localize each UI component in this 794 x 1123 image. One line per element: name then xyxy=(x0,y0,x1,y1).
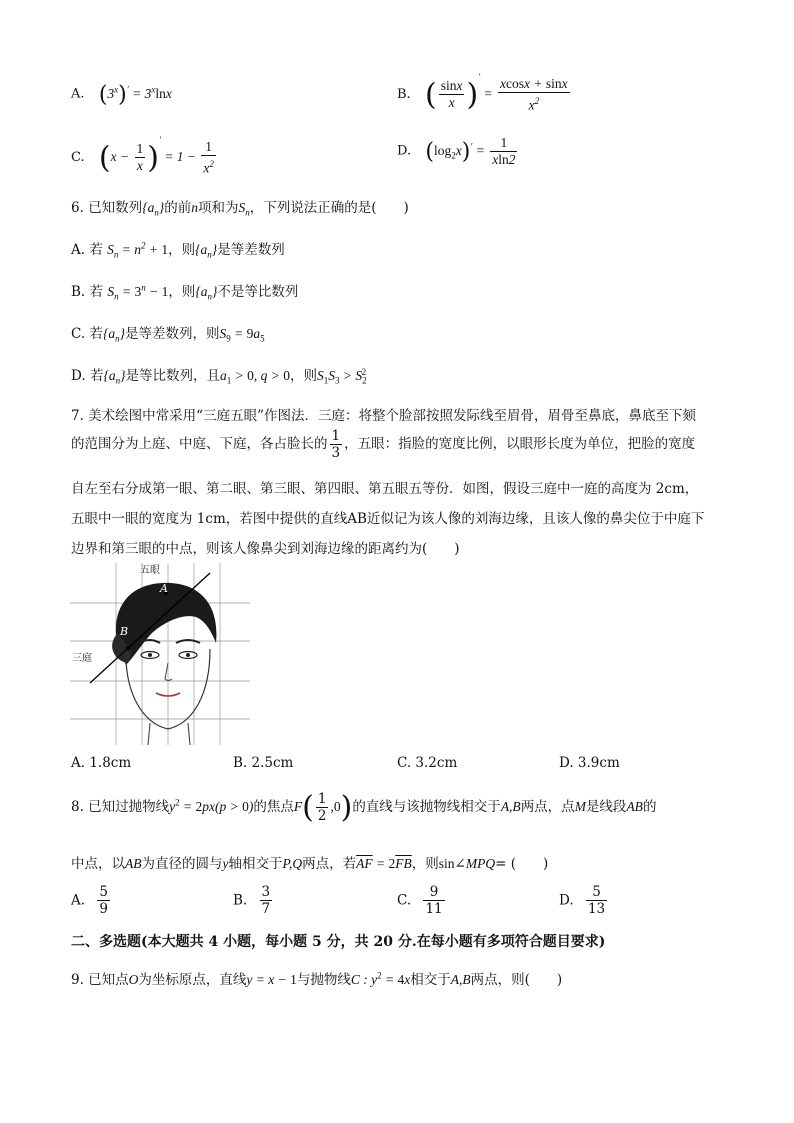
q7-line5: 边界和第三眼的中点，则该人像鼻尖到刘海边缘的距离约为( ) xyxy=(71,541,460,557)
stem-text: 项和为 xyxy=(198,200,239,216)
question-number: 6. xyxy=(71,200,84,216)
fraction-denominator: 11 xyxy=(425,901,443,917)
option-text: ，则 xyxy=(168,284,196,300)
stem-text: 的 xyxy=(642,799,657,815)
option-text: 若 xyxy=(89,242,103,258)
option-label: B. xyxy=(397,87,411,102)
option-text: 若 xyxy=(89,326,103,342)
q9-stem: 9. 已知点O为坐标原点，直线y = x − 1与抛物线C : $y^2 = 4x$相交于A,B两点，则( ) xyxy=(71,970,563,988)
label-point-a: A xyxy=(160,582,168,595)
q7-option-a: A. 1.8cm xyxy=(71,755,132,771)
option-label: D. xyxy=(397,143,412,159)
option-label: B. xyxy=(233,892,248,909)
stem-text: 为坐标原点，直线 xyxy=(138,972,247,988)
option-text: 是等差数列 xyxy=(217,242,285,258)
q7-line4: 五眼中一眼的宽度为 1cm，若图中提供的直线AB近似记为该人像的刘海边缘，且该人像的鼻尖位于中庭下 xyxy=(71,511,705,527)
option-text: 是等差数列，则 xyxy=(125,326,220,342)
fraction-numerator: 3 xyxy=(261,884,271,900)
q5-option-c xyxy=(71,135,218,177)
q5-option-d xyxy=(397,135,519,168)
stem-text: 已知数列 xyxy=(88,200,143,216)
option-text: ，则 xyxy=(290,368,317,384)
q8-option-b xyxy=(233,884,274,917)
option-label: A. xyxy=(71,242,86,258)
stem-text: 为直径的圆与 xyxy=(141,856,223,872)
math-expression: ( $\frac{\sin x}{x}$ )′ = $\frac{xcosx + \sin x}{x^2}$ xyxy=(424,72,568,113)
label-three-courts: 三庭 xyxy=(72,653,92,664)
option-label: C. xyxy=(397,892,412,909)
face-figure xyxy=(70,563,250,745)
q7-line3: 自左至右分成第一眼、第二眼、第三眼、第四眼、第五眼五等份．如图，假设三庭中一庭的高度为 2cm， xyxy=(71,481,699,497)
option-label: D. xyxy=(559,892,574,909)
q7-option-d: D. 3.9cm xyxy=(559,755,620,771)
fraction-numerator: 5 xyxy=(99,884,108,900)
option-label: C. xyxy=(71,326,86,342)
stem-text: ，下列说法正确的是( ) xyxy=(249,200,409,216)
stem-text: 的前 xyxy=(164,200,192,216)
q6-option-b: B. 若 $S_n = 3^n - 1$，则$\{a_n\}$不是等比数列 xyxy=(71,282,299,302)
q5-option-a xyxy=(71,82,172,107)
option-text: 若 xyxy=(89,368,104,384)
label-five-eyes: 五眼 xyxy=(140,565,160,576)
q7-option-c: C. 3.2cm xyxy=(397,755,458,771)
q6-option-a: A. 若 $S_n = n^2 + 1$，则$\{a_n\}$是等差数列 xyxy=(71,240,285,260)
stem-text: 两点，则( ) xyxy=(470,972,563,988)
stem-text: ，则 xyxy=(411,856,439,872)
stem-text: 8. 已知过抛物线 xyxy=(71,799,170,815)
q5-option-b xyxy=(397,72,572,114)
option-label: C. xyxy=(71,150,85,165)
stem-text: ，五眼：指脸的宽度比例，以眼形长度为单位，把脸的宽度 xyxy=(344,436,696,452)
stem-text: 9. 已知点 xyxy=(71,972,129,988)
stem-text: 的范围分为上庭、中庭、下庭，各占脸长的 xyxy=(71,436,328,452)
q7-line2: 的范围分为上庭、中庭、下庭，各占脸长的 $\frac{1}{3}$ ，五眼：指脸的宽度比例，以眼形长度为单位，把脸的宽度 xyxy=(71,428,696,461)
fraction-denominator: 7 xyxy=(261,901,271,917)
stem-text: 的焦点 xyxy=(253,799,294,815)
math-expression: (x − $\frac{1}{x}$ )′ = 1 − $\frac{1}{x^2}$ xyxy=(98,135,214,176)
option-text: 若 xyxy=(89,284,104,300)
q8-line1: 8. 已知过抛物线$y^2 = 2px(p > 0)$的焦点F( $\frac{1}{2}$ ,0)的直线与该抛物线相交于A,B两点，点M是线段AB的 xyxy=(71,790,657,825)
q8-option-a xyxy=(71,884,112,917)
option-text: 不是等比数列 xyxy=(217,284,299,300)
q7-option-b: B. 2.5cm xyxy=(233,755,294,771)
q8-line2: 中点，以AB为直径的圆与y轴相交于P,Q两点，若$\overline{AF} = 2\overline{FB}$，则sin∠MPQ= ( ) xyxy=(71,856,549,872)
option-label: D. xyxy=(71,368,86,384)
option-label: A. xyxy=(71,86,85,102)
stem-text: 与抛物线 xyxy=(296,972,351,988)
q7-line1: 7. 美术绘图中常采用“三庭五眼”作图法．三庭：将整个脸部按照发际线至眉骨，眉骨至鼻底，鼻底至下颏 xyxy=(71,408,696,424)
fraction-numerator: 9 xyxy=(423,884,444,901)
stem-text: 的直线与该抛物线相交于 xyxy=(352,799,501,815)
stem-text: = ( ) xyxy=(495,856,549,872)
option-text: 是等比数列，且 xyxy=(125,368,220,384)
stem-text: 是线段 xyxy=(585,799,627,815)
q8-option-d xyxy=(559,884,609,917)
stem-text: 两点，若 xyxy=(302,856,357,872)
stem-text: 中点，以 xyxy=(71,856,125,872)
fraction-denominator: 9 xyxy=(99,901,108,917)
option-label: A. xyxy=(71,892,86,909)
q6-option-d: D. 若$\{a_n\}$是等比数列，且$a_1 > 0$, q > 0，则$S_1S_3 > S_2^2$ xyxy=(71,366,367,386)
math-expression: $(3^x)' = 3^x\ln x$ xyxy=(98,82,172,107)
stem-text: 两点，点 xyxy=(520,799,575,815)
stem-text: 相交于 xyxy=(410,972,451,988)
stem-text: 轴相交于 xyxy=(228,856,283,872)
q8-option-c xyxy=(397,884,447,917)
option-label: B. xyxy=(71,284,86,300)
q6-option-c: C. 若$\{a_n\}$是等差数列，则$S_9 = 9a_5$ xyxy=(71,326,265,344)
math-expression: $(\log_2x)'$ = $\frac{1}{xln2}$ xyxy=(425,135,516,167)
fraction-numerator: 5 xyxy=(586,884,607,901)
option-text: ，则 xyxy=(168,242,196,258)
label-point-b: B xyxy=(120,625,129,638)
section-title: 二、多选题(本大题共 4 小题，每小题 5 分，共 20 分.在每小题有多项符合题目要求) xyxy=(71,934,606,950)
fraction-denominator: 13 xyxy=(587,901,606,917)
q6-stem: 6. 已知数列$\{a_n\}$的前n项和为$S_n$，下列说法正确的是( ) xyxy=(71,200,409,218)
